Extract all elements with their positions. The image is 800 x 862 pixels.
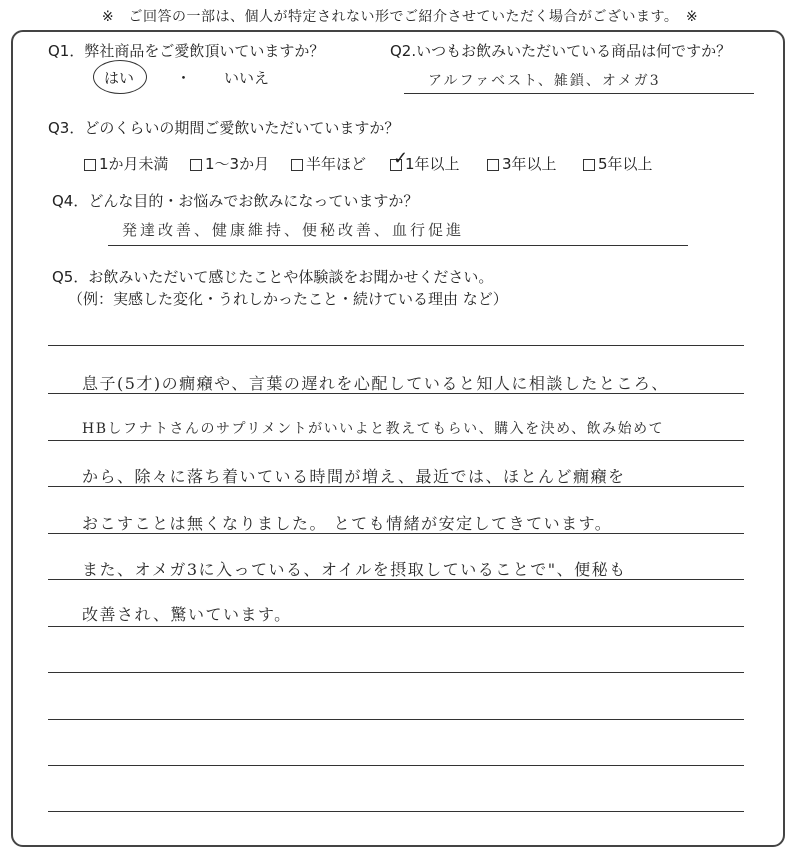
notice-text: ※ ご回答の一部は、個人が特定されない形でご紹介させていただく場合がございます。 ※ xyxy=(101,9,699,25)
q3-option-label: 半年ほど xyxy=(306,155,367,173)
answer-rule xyxy=(48,811,744,812)
answer-rule xyxy=(48,765,744,766)
q5-answer-line-4: おこすことは無くなりました。 とても情緒が安定してきています。 xyxy=(82,514,613,533)
answer-rule xyxy=(48,626,744,627)
checkmark-icon: ✓ xyxy=(393,147,409,169)
answer-rule xyxy=(48,345,744,346)
answer-rule xyxy=(48,440,744,441)
q1-option-no[interactable]: いいえ xyxy=(224,69,270,87)
q4-question: Q4．どんな目的・お悩みでお飲みになっていますか？ xyxy=(52,192,419,210)
checkbox[interactable] xyxy=(84,159,96,171)
q1-option-separator: ・ xyxy=(176,69,192,87)
q5-answer-line-2: HBしフナトさんのサプリメントがいいよと教えてもらい、購入を決め、飲み始めて xyxy=(82,421,665,437)
q1-option-yes[interactable]: はい xyxy=(104,69,135,87)
q3-option-label: 1～3か月 xyxy=(205,155,270,173)
q3-option-label: 1か月未満 xyxy=(99,155,169,173)
checkbox[interactable] xyxy=(190,159,202,171)
checkbox[interactable] xyxy=(583,159,595,171)
q3-option-1[interactable] xyxy=(84,153,169,174)
q3-option-label: 1年以上 xyxy=(405,155,460,173)
q3-option-3[interactable] xyxy=(291,153,366,174)
q5-answer-line-1: 息子(5才)の癇癪や、言葉の遅れを心配していると知人に相談したところ、 xyxy=(82,374,669,393)
q3-option-label: 3年以上 xyxy=(502,155,557,173)
q2-question: Q2.いつもお飲みいただいている商品は何ですか？ xyxy=(390,42,732,60)
q4-answer-underline xyxy=(108,245,688,246)
q5-question: Q5．お飲みいただいて感じたことや体験談をお聞かせください。 xyxy=(52,268,494,286)
q2-answer[interactable]: アルファベスト、雑鎖、オメガ3 xyxy=(428,73,661,89)
checkbox-checked[interactable] xyxy=(390,147,409,171)
q2-answer-underline xyxy=(404,93,754,94)
answer-rule xyxy=(48,672,744,673)
q3-option-label: 5年以上 xyxy=(598,155,653,173)
q5-example: （例：実感した変化・うれしかったこと・続けている理由 など） xyxy=(68,290,508,308)
q1-question: Q1．弊社商品をご愛飲頂いていますか？ xyxy=(48,42,325,60)
checkbox[interactable] xyxy=(291,159,303,171)
checkbox[interactable] xyxy=(487,159,499,171)
q3-option-5[interactable] xyxy=(487,153,557,174)
q5-answer-line-6: 改善され、驚いています。 xyxy=(82,605,292,624)
answer-rule xyxy=(48,719,744,720)
q3-option-4[interactable] xyxy=(390,147,460,174)
q4-answer[interactable]: 発達改善、健康維持、便秘改善、血行促進 xyxy=(122,221,465,239)
q3-option-2[interactable] xyxy=(190,153,269,174)
q3-option-6[interactable] xyxy=(583,153,653,174)
q5-answer-line-3: から、除々に落ち着いている時間が増え、最近では、ほとんど癇癪を xyxy=(82,467,626,486)
q5-answer-line-5: また、オメガ3に入っている、オイルを摂取していることで"、便秘も xyxy=(82,560,627,579)
q3-question: Q3．どのくらいの期間ご愛飲いただいていますか？ xyxy=(48,119,400,137)
